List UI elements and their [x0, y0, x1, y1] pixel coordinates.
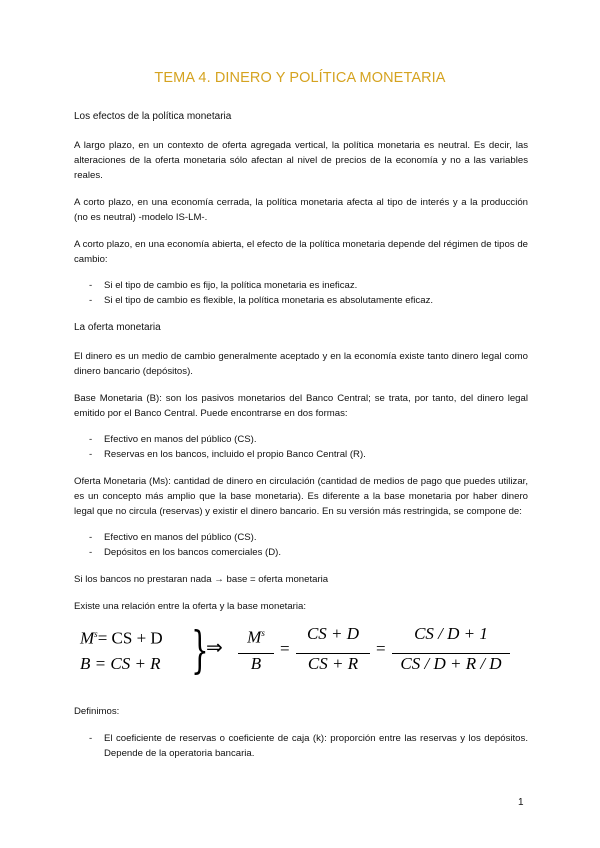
heading-efectos: Los efectos de la política monetaria [74, 111, 232, 122]
paragraph-largo-plazo: A largo plazo, en un contexto de oferta agregada vertical, la política monetaria es neutral. Es decir, las alteraciones de la oferta monetaria sólo afectan al nivel de precios de la economía y no a las variables reales. [74, 140, 528, 181]
paragraph-relacion: Existe una relación entre la oferta y la base monetaria: [74, 601, 306, 612]
list-item: - El coeficiente de reservas o coeficiente de caja (k): proporción entre las reservas y los depósitos. Depende de la operatoria bancaria. [74, 731, 528, 761]
frac1-numerator: $M^s$ [247, 627, 265, 647]
equals-sign: = [376, 639, 386, 658]
list-item: - Reservas en los bancos, incluido el propio Banco Central (R). [74, 447, 528, 462]
list-item: - Depósitos en los bancos comerciales (D). [74, 545, 528, 560]
page-title: TEMA 4. DINERO Y POLÍTICA MONETARIA [154, 70, 446, 86]
paragraph-dinero: El dinero es un medio de cambio generalmente aceptado y en la economía existe tanto dinero legal como dinero bancario (depósitos). [74, 351, 528, 377]
page-number: 1 [518, 797, 524, 808]
equals-sign: = [280, 639, 290, 658]
paragraph-definimos: Definimos: [74, 706, 120, 717]
list-item: - Si el tipo de cambio es fijo, la política monetaria es ineficaz. [74, 278, 528, 293]
implies-arrow-icon: ⇒ [206, 635, 223, 659]
right-brace-icon: } [191, 621, 209, 679]
paragraph-bancos-no-prestan: Si los bancos no prestaran nada → base = oferta monetaria [74, 574, 329, 585]
frac3-denominator: CS / D + R / D [400, 654, 502, 673]
frac2-numerator: CS + D [306, 624, 360, 643]
formula-ms-lhs: $M^s=$ CS + D [80, 628, 163, 648]
paragraph-corto-plazo-cerrada: A corto plazo, en una economía cerrada, la política monetaria afecta al tipo de interés y a la producción (no es neutral) -modelo IS-LM-. [74, 197, 528, 223]
paragraph-base-monetaria: Base Monetaria (B): son los pasivos monetarios del Banco Central; se trata, por tanto, del dinero legal emitido por el Banco Central. Puede encontrarse en dos formas: [74, 393, 528, 419]
list-definiciones [74, 731, 528, 761]
list-item: - Efectivo en manos del público (CS). [74, 432, 528, 447]
list-tipos-cambio [74, 278, 528, 308]
paragraph-corto-plazo-abierta: A corto plazo, en una economía abierta, el efecto de la política monetaria depende del régimen de tipos de cambio: [74, 239, 528, 265]
frac3-numerator: CS / D + 1 [414, 624, 488, 643]
heading-oferta-monetaria: La oferta monetaria [74, 322, 161, 333]
document-body [74, 109, 528, 761]
formula-b-lhs: B = CS + R [80, 654, 161, 673]
frac1-denominator: B [250, 654, 262, 673]
paragraph-oferta-monetaria: Oferta Monetaria (Ms): cantidad de dinero en circulación (cantidad de medios de pago que puedes utilizar, es un concepto más amplio que la base monetaria). Es diferente a la base monetaria por haber dinero legal que no circula (reservas) y existir el dinero bancario. En su versión más restringida, se compone de: [74, 476, 528, 517]
list-item: - Efectivo en manos del público (CS). [74, 530, 528, 545]
list-base-formas [74, 432, 528, 462]
list-oferta-componentes [74, 530, 528, 560]
list-item: - Si el tipo de cambio es flexible, la política monetaria es absolutamente eficaz. [74, 293, 528, 308]
multiplier-formula [78, 622, 528, 690]
frac2-denominator: CS + R [307, 654, 359, 673]
